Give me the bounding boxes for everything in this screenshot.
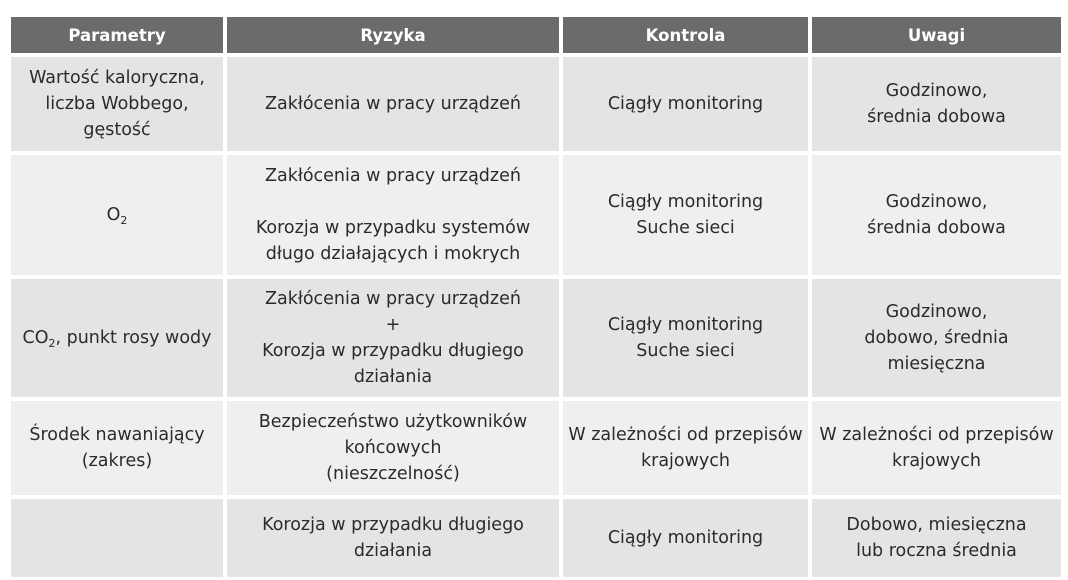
risk-cell bbox=[227, 401, 559, 495]
cell-text: dobowo, średnia bbox=[864, 328, 1009, 348]
control-cell bbox=[563, 57, 808, 151]
notes-cell bbox=[812, 499, 1061, 577]
header-kontrola: Kontrola bbox=[563, 17, 808, 53]
notes-cell bbox=[812, 57, 1061, 151]
cell-text: Wartość kaloryczna, bbox=[29, 68, 205, 88]
cell-text: Dobowo, miesięczna bbox=[846, 515, 1027, 535]
cell-text: końcowych bbox=[344, 438, 442, 458]
control-cell bbox=[563, 155, 808, 275]
cell-text: , punkt rosy wody bbox=[55, 328, 212, 348]
cell-text: działania bbox=[353, 541, 433, 561]
cell-text: W zależności od przepisów bbox=[568, 425, 803, 445]
header-uwagi: Uwagi bbox=[812, 17, 1061, 53]
cell-text: średnia dobowa bbox=[867, 107, 1006, 127]
cell-text: Suche sieci bbox=[636, 341, 735, 361]
subscript: 2 bbox=[48, 337, 56, 350]
param-cell bbox=[11, 401, 223, 495]
table-row bbox=[11, 155, 1061, 275]
cell-text: Ciągły monitoring bbox=[607, 315, 764, 335]
control-cell bbox=[563, 499, 808, 577]
cell-text: Bezpieczeństwo użytkowników bbox=[258, 412, 528, 432]
risk-cell bbox=[227, 57, 559, 151]
table-row bbox=[11, 401, 1061, 495]
risk-cell bbox=[227, 155, 559, 275]
notes-cell bbox=[812, 401, 1061, 495]
header-parametry: Parametry bbox=[11, 17, 223, 53]
header-ryzyka: Ryzyka bbox=[227, 17, 559, 53]
cell-text: liczba Wobbego, bbox=[45, 94, 189, 114]
control-cell bbox=[563, 401, 808, 495]
table-row bbox=[11, 499, 1061, 577]
cell-text: gęstość bbox=[83, 120, 151, 140]
cell-text: średnia dobowa bbox=[867, 218, 1006, 238]
cell-text: Zakłócenia w pracy urządzeń bbox=[265, 289, 521, 309]
cell-text: działania bbox=[353, 367, 433, 387]
cell-text: Godzinowo, bbox=[885, 192, 988, 212]
cell-text: CO bbox=[22, 328, 49, 348]
cell-text: krajowych bbox=[891, 451, 981, 471]
control-cell bbox=[563, 279, 808, 397]
cell-text: Zakłócenia w pracy urządzeń bbox=[265, 94, 521, 114]
cell-text: O bbox=[106, 205, 121, 225]
cell-text: (zakres) bbox=[81, 451, 153, 471]
cell-text: Suche sieci bbox=[636, 218, 735, 238]
cell-text: miesięczna bbox=[887, 354, 986, 374]
param-cell bbox=[11, 155, 223, 275]
cell-text: Zakłócenia w pracy urządzeń bbox=[265, 166, 521, 186]
cell-text: Ciągły monitoring bbox=[607, 528, 764, 548]
notes-cell bbox=[812, 279, 1061, 397]
cell-text: + bbox=[385, 315, 401, 335]
risk-cell bbox=[227, 499, 559, 577]
subscript: 2 bbox=[120, 214, 128, 227]
cell-text: Ciągły monitoring bbox=[607, 192, 764, 212]
gas-parameters-table bbox=[7, 13, 1065, 580]
cell-text: Godzinowo, bbox=[885, 81, 988, 101]
table-row bbox=[11, 279, 1061, 397]
risk-cell bbox=[227, 279, 559, 397]
cell-text: Godzinowo, bbox=[885, 302, 988, 322]
cell-text: Korozja w przypadku długiego bbox=[262, 515, 524, 535]
table-row bbox=[11, 57, 1061, 151]
param-cell bbox=[11, 499, 223, 577]
cell-text: długo działających i mokrych bbox=[265, 244, 521, 264]
cell-text: krajowych bbox=[640, 451, 730, 471]
cell-text: Ciągły monitoring bbox=[607, 94, 764, 114]
cell-text: W zależności od przepisów bbox=[819, 425, 1054, 445]
cell-text: Korozja w przypadku długiego bbox=[262, 341, 524, 361]
cell-text: (nieszczelność) bbox=[326, 464, 460, 484]
param-cell bbox=[11, 279, 223, 397]
cell-text: Korozja w przypadku systemów bbox=[255, 218, 531, 238]
cell-text: lub roczna średnia bbox=[856, 541, 1017, 561]
notes-cell bbox=[812, 155, 1061, 275]
cell-text: Środek nawaniający bbox=[29, 425, 205, 445]
table-header-row bbox=[11, 17, 1061, 53]
param-cell bbox=[11, 57, 223, 151]
